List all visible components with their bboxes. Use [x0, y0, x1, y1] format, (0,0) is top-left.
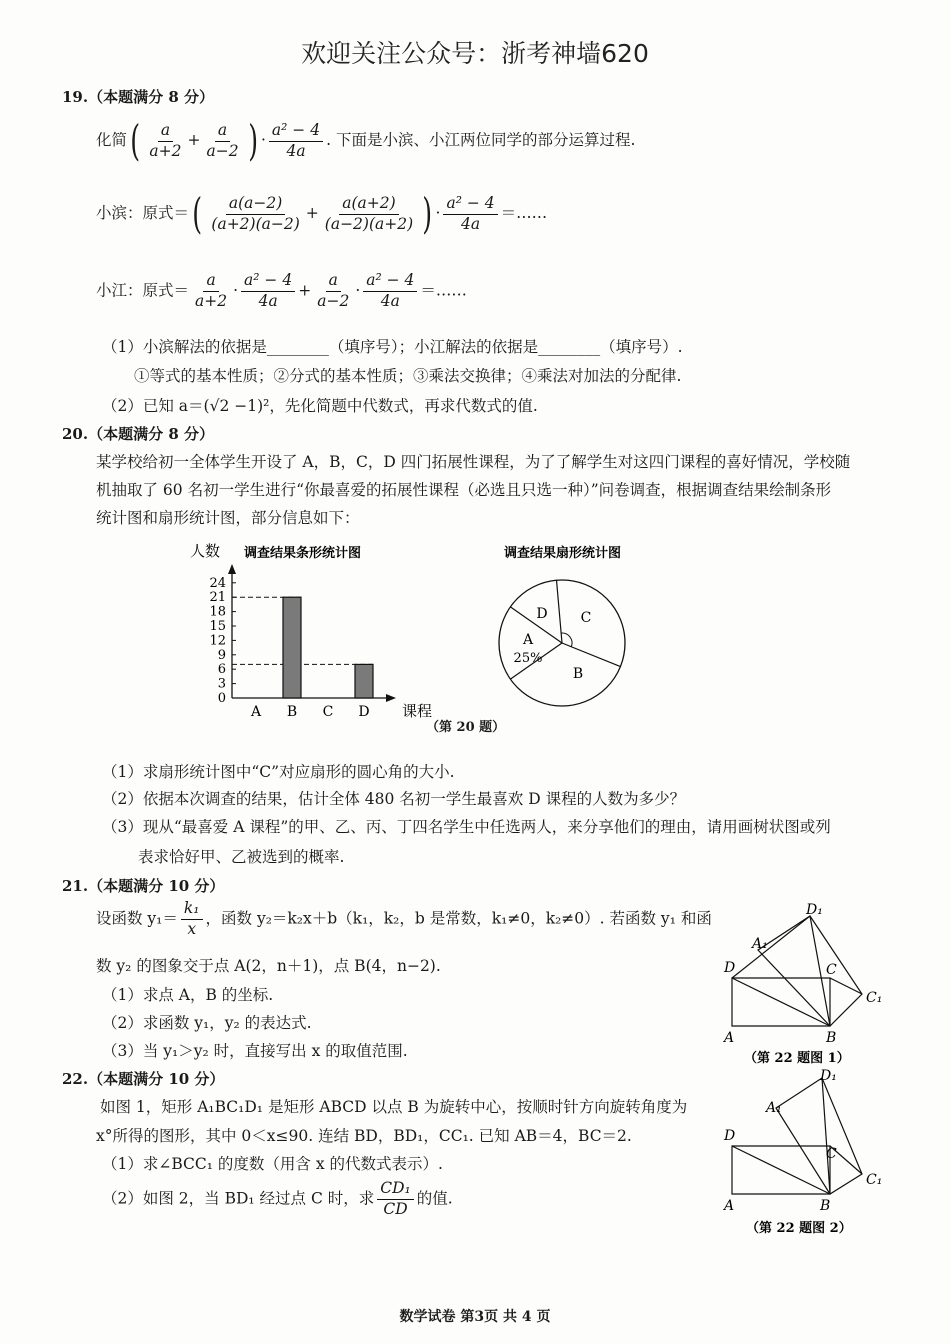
q20-part2: （2）依据本次调查的结果，估计全体 480 名初一学生最喜欢 D 课程的人数为多少？ — [102, 790, 686, 808]
q22-title: 22.（本题满分 10 分） — [62, 1070, 225, 1088]
bar-xtick-label: B — [286, 704, 298, 720]
pie-label-D: D — [536, 606, 548, 622]
pie-slice-boundary — [557, 580, 562, 643]
q20-title: 20.（本题满分 8 分） — [62, 425, 214, 443]
bar-B — [283, 597, 301, 698]
fig1-label-d: D — [724, 960, 736, 976]
bar-D — [355, 664, 373, 698]
q19-expression: 化简( $\frac{a}{a+2}$ + $\frac{a}{a-2}$ ) · $\frac{\text{a² − 4}}{4a}$ . 下面是小滨、小江两位同学的部分运算过程. — [96, 116, 636, 165]
xj-frac4: $\frac{\text{a² − 4}}{4a}$ — [363, 272, 417, 311]
bar-xtick-label: C — [322, 704, 334, 720]
xb-frac1: $\frac{a(a-2)}{(a+2)(a-2)}$ — [211, 193, 300, 233]
q21-line1: 设函数 y₁＝ $\frac{\text{k₁}}{x}$ ，函数 y₂＝k₂x＋b（k₁，k₂，b 是常数，k₁≠0，k₂≠0）. 若函数 y₁ 和函 — [96, 899, 712, 938]
fig2-label-d1: D₁ — [820, 1068, 837, 1084]
q20-part1: （1）求扇形统计图中“C”对应扇形的圆心角的大小. — [102, 763, 455, 781]
q22-figure1 — [722, 900, 902, 1072]
bar-chart-xlabel: 课程 — [402, 702, 433, 720]
pie-label-a-percent: 25% — [513, 651, 543, 666]
fig1-rectangle-a1bc1d1 — [758, 916, 862, 1026]
q20-part3-line2: 表求恰好甲、乙被选到的概率. — [138, 848, 345, 866]
pie-slice-boundary — [562, 643, 620, 667]
q20-para-line2: 机抽取了 60 名初一学生进行“你最喜爱的拓展性课程（必选且只选一种）”问卷调查，根据调查结果绘制条形 — [96, 481, 832, 499]
bar-ytick-label: 24 — [209, 575, 226, 591]
fig1-label-c: C — [826, 962, 837, 978]
xb-frac2: $\frac{a(a+2)}{(a-2)(a+2)}$ — [324, 193, 414, 233]
q21-line2: 数 y₂ 的图象交于点 A(2，n＋1)，点 B(4，n−2). — [96, 957, 441, 975]
page-footer: 数学试卷 第3页 共 4 页 — [399, 1309, 551, 1325]
bar-y-axis-arrow — [228, 564, 236, 574]
xj-frac3: $\frac{a}{a-2}$ — [317, 271, 350, 310]
q21-part1: （1）求点 A，B 的坐标. — [102, 986, 274, 1004]
fig2-label-b: B — [820, 1198, 831, 1214]
q19-xiaojiang-work: 小江：原式＝ $\frac{a}{a+2}$ · $\frac{\text{a² − 4}}{4a}$ + $\frac{a}{a-2}$ · $\frac{\text{a² − 4}}{4a}$ ＝…… — [96, 271, 467, 310]
xj-frac1: $\frac{a}{a+2}$ — [195, 271, 228, 310]
bar-xtick-label: D — [358, 704, 370, 720]
bar-ytick-label: 12 — [209, 633, 226, 649]
q22-figure2 — [722, 1066, 902, 1240]
q20-para-line3: 统计图和扇形统计图，部分信息如下： — [96, 509, 360, 527]
bar-chart-title: 调查结果条形统计图 — [244, 546, 362, 561]
q19-intro-suffix: . 下面是小滨、小江两位同学的部分运算过程. — [326, 131, 636, 149]
fig2-label-a: A — [724, 1198, 735, 1214]
q21-part2: （2）求函数 y₁，y₂ 的表达式. — [102, 1014, 312, 1032]
fig1-label-a1: A₁ — [752, 936, 768, 952]
q19-frac3: $\frac{\text{a² − 4}}{4a}$ — [269, 122, 323, 161]
q22-part2: （2）如图 2，当 BD₁ 经过点 C 时，求 $\frac{\text{CD₁}}{CD}$ 的值. — [102, 1179, 453, 1218]
q20-para-line1: 某学校给初一全体学生开设了 A，B，C，D 四门拓展性课程，为了了解学生对这四门课程的喜好情况，学校随 — [96, 453, 851, 471]
q19-simplify-prefix: 化简 — [96, 131, 128, 149]
xj-frac2: $\frac{\text{a² − 4}}{4a}$ — [241, 272, 295, 311]
q19-title: 19.（本题满分 8 分） — [62, 88, 214, 106]
pie-label-B: B — [572, 666, 584, 682]
pie-label-C: C — [580, 610, 592, 626]
q22-ratio: $\frac{\text{CD₁}}{CD}$ — [377, 1180, 414, 1219]
pie-label-A: A — [522, 632, 534, 648]
fig2-label-c: C — [826, 1146, 837, 1162]
pie-chart — [490, 538, 650, 718]
fig1-label-a: A — [724, 1030, 735, 1046]
fig2-label-c1: C₁ — [866, 1172, 883, 1188]
q20-figure-caption: （第 20 题） — [426, 720, 506, 735]
q19-frac1: $\frac{a}{a+2}$ — [149, 120, 182, 160]
bar-x-axis-arrow — [386, 694, 396, 702]
bar-ytick-label: 0 — [217, 691, 226, 706]
fig1-label-d1: D₁ — [806, 902, 823, 918]
bar-ytick-label: 15 — [209, 619, 226, 634]
q21-title: 21.（本题满分 10 分） — [62, 877, 225, 895]
fig1-label-c1: C₁ — [866, 990, 883, 1006]
bar-chart — [180, 538, 450, 738]
bar-chart-ylabel: 人数 — [190, 542, 221, 560]
xb-frac3: $\frac{\text{a² − 4}}{4a}$ — [443, 195, 497, 234]
fig2-caption: （第 22 题图 2） — [746, 1221, 852, 1236]
q19-part1: （1）小滨解法的依据是________（填序号）；小江解法的依据是________（填序号）. — [102, 338, 683, 356]
q22-line1: 如图 1，矩形 A₁BC₁D₁ 是矩形 ABCD 以点 B 为旋转中心，按顺时针方向旋转角度为 — [100, 1098, 688, 1116]
bar-ytick-label: 3 — [217, 676, 226, 692]
page-header: 欢迎关注公众号：浙考神墙620 — [301, 39, 649, 68]
q19-part2: （2）已知 a＝(√2 −1)²，先化简题中代数式，再求代数式的值. — [102, 397, 538, 415]
q21-part3: （3）当 y₁＞y₂ 时，直接写出 x 的取值范围. — [102, 1042, 408, 1060]
bar-ytick-label: 18 — [209, 604, 226, 620]
q20-part3-line1: （3）现从“最喜爱 A 课程”的甲、乙、丙、丁四名学生中任选两人，来分享他们的理由，请用画树状图或列 — [102, 818, 831, 836]
bar-ytick-label: 6 — [217, 662, 226, 678]
fig2-label-a1: A₁ — [766, 1100, 782, 1116]
q22-part1: （1）求∠BCC₁ 的度数（用含 x 的代数式表示）. — [102, 1155, 443, 1173]
bar-ytick-label: 21 — [209, 590, 226, 606]
q19-frac2: $\frac{a}{a-2}$ — [206, 120, 239, 160]
bar-xtick-label: A — [250, 704, 262, 720]
q22-line2: x°所得的图形，其中 0＜x≤90. 连结 BD，BD₁，CC₁. 已知 AB＝4，BC＝2. — [96, 1127, 632, 1145]
pie-chart-title: 调查结果扇形统计图 — [504, 546, 622, 561]
fig2-label-d: D — [724, 1128, 736, 1144]
q21-k1-over-x: $\frac{\text{k₁}}{x}$ — [181, 900, 203, 939]
fig2-rectangle-a1bc1d1 — [776, 1078, 862, 1194]
q19-xiaobin-work: 小滨：原式＝( $\frac{a(a-2)}{(a+2)(a-2)}$ + $\frac{a(a+2)}{(a-2)(a+2)}$ ) · $\frac{\text{a² − 4}}{4a}$ ＝…… — [96, 189, 548, 238]
bar-ytick-label: 9 — [217, 647, 226, 663]
fig1-caption: （第 22 题图 1） — [744, 1051, 850, 1066]
q19-part1-options: ①等式的基本性质；②分式的基本性质；③乘法交换律；④乘法对加法的分配律. — [134, 367, 682, 385]
fig1-label-b: B — [826, 1030, 837, 1046]
